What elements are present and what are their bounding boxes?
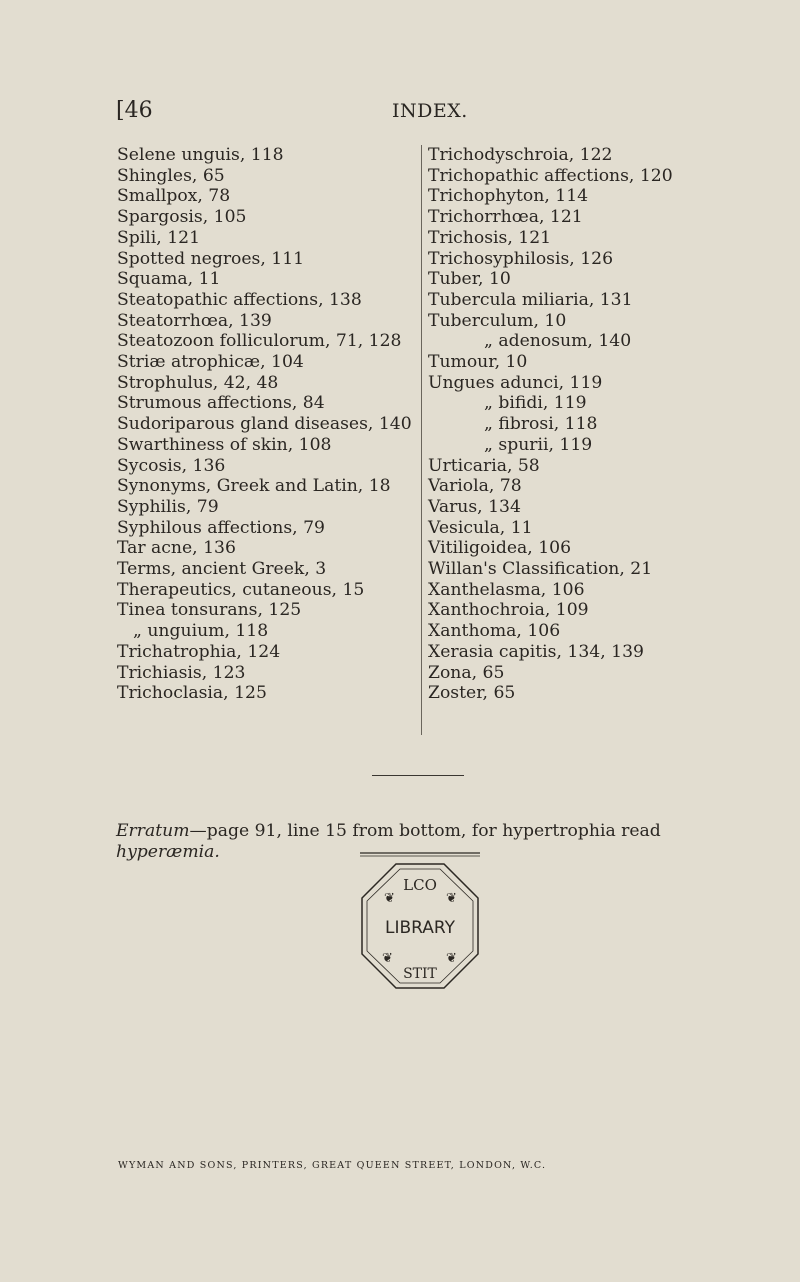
index-column-right [428,145,673,704]
index-entry: Variola, 78 [428,476,522,497]
index-entry: Urticaria, 58 [428,455,540,476]
index-entry: Sudoriparous gland diseases, 140 [117,414,412,435]
index-entry: Shingles, 65 [117,165,225,186]
erratum-text: —page 91, line 15 from bottom, for hypertrophia read [189,821,661,841]
index-subentry: „ bifidi, 119 [484,393,587,414]
index-entry: Syphilous affections, 79 [117,517,325,538]
index-entry: Steatorrhœa, 139 [117,310,272,331]
index-entry: Strophulus, 42, 48 [117,372,279,393]
index-entry: Smallpox, 78 [117,186,231,207]
index-entry: Synonyms, Greek and Latin, 18 [117,476,391,497]
erratum-label: Erratum [116,821,190,841]
index-entry: Tuberculum, 10 [428,310,567,331]
index-entry: Sycosis, 136 [117,455,226,476]
index-entry: Tuber, 10 [428,269,511,290]
index-subentry: „ spurii, 119 [484,434,593,455]
stamp-bottom-letters: STIT [403,966,437,982]
index-entry: Trichorrhœa, 121 [428,207,583,228]
index-entry: Zona, 65 [428,662,505,683]
index-subentry: „ fibrosi, 118 [484,414,598,435]
index-entry: Xanthochroia, 109 [428,600,589,621]
index-entry: Tar acne, 136 [117,538,236,559]
index-entry: Trichoclasia, 125 [117,683,267,704]
index-entry: Ungues adunci, 119 [428,372,603,393]
printer-imprint: WYMAN AND SONS, PRINTERS, GREAT QUEEN STREET, LONDON, W.C. [118,1160,547,1171]
svg-text:❦: ❦ [446,951,457,966]
index-subentry: „ adenosum, 140 [484,331,632,352]
index-entry: Therapeutics, cutaneous, 15 [117,579,365,600]
index-entry: Willan's Classification, 21 [428,559,653,580]
index-column-left [117,145,412,704]
index-entry: Steatozoon folliculorum, 71, 128 [117,331,402,352]
svg-text:❦: ❦ [382,951,393,966]
index-entry: Squama, 11 [117,269,221,290]
stamp-label: LIBRARY [384,918,456,938]
index-entry: Selene unguis, 118 [117,145,284,165]
page-title: INDEX. [392,100,468,122]
index-entry: Spili, 121 [117,227,201,248]
index-entry: Xanthoma, 106 [428,621,561,642]
index-entry: Trichophyton, 114 [428,186,589,207]
column-divider [421,145,422,735]
page-number: [46 [116,98,153,123]
svg-text:❦: ❦ [384,891,395,906]
index-entry: Trichodyschroia, 122 [428,145,613,165]
svg-text:❦: ❦ [446,891,457,906]
library-stamp-icon [358,850,482,1008]
index-entry: Vesicula, 11 [428,517,533,538]
index-entry: Spargosis, 105 [117,207,247,228]
index-subentry: „ unguium, 118 [133,621,269,642]
index-entry: Terms, ancient Greek, 3 [117,559,327,580]
index-entry: Trichosis, 121 [428,227,552,248]
index-entry: Xanthelasma, 106 [428,579,585,600]
index-entry: Xerasia capitis, 134, 139 [428,641,644,662]
index-entry: Striæ atrophicæ, 104 [117,352,304,373]
index-entry: Tubercula miliaria, 131 [428,289,633,310]
index-entry: Trichatrophia, 124 [117,641,281,662]
stamp-top-letters: LCO [403,876,437,894]
index-entry: Varus, 134 [428,496,521,517]
section-rule [372,775,464,776]
index-entry: Trichopathic affections, 120 [428,165,673,186]
index-entry: Strumous affections, 84 [117,393,325,414]
index-entry: Syphilis, 79 [117,496,219,517]
index-entry: Vitiligoidea, 106 [428,538,572,559]
erratum-correction: hyperæmia. [116,841,220,862]
index-entry: Tumour, 10 [428,352,528,373]
index-entry: Steatopathic affections, 138 [117,289,362,310]
index-entry: Spotted negroes, 111 [117,248,305,269]
index-entry: Tinea tonsurans, 125 [117,600,302,621]
index-entry: Trichosyphilosis, 126 [428,248,614,269]
index-entry: Swarthiness of skin, 108 [117,434,332,455]
index-entry: Zoster, 65 [428,683,516,704]
index-entry: Trichiasis, 123 [117,662,246,683]
